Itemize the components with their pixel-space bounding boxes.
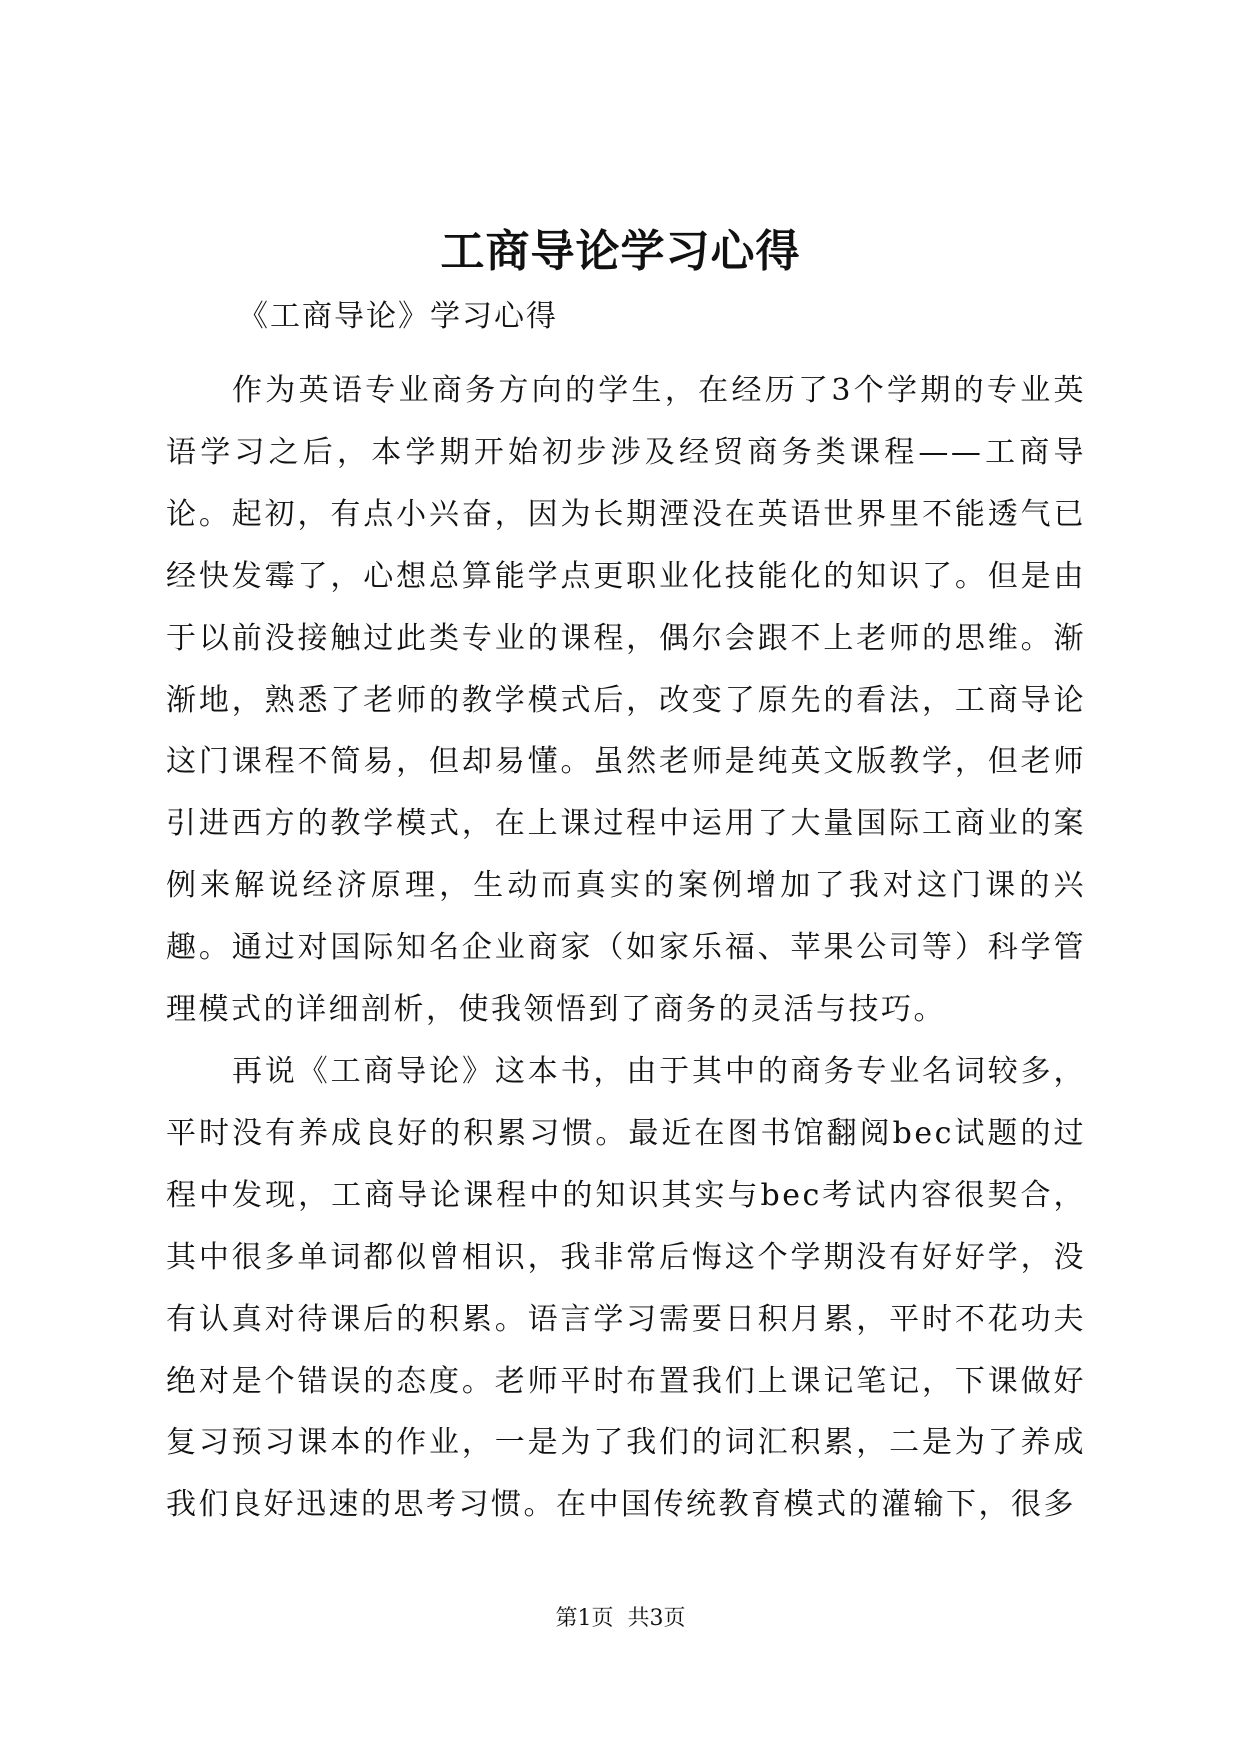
page-footer [0,1603,1241,1635]
paragraph-1: 作为英语专业商务方向的学生，在经历了3个学期的专业英语学习之后，本学期开始初步涉及经贸商务类课程——工商导论。起初，有点小兴奋，因为长期湮没在英语世界里不能透气已经快发霉了，心想总算能学点更职业化技能化的知识了。但是由于以前没接触过此类专业的课程，偶尔会跟不上老师的思维。渐渐地，熟悉了老师的教学模式后，改变了原先的看法，工商导论这门课程不简易，但却易懂。虽然老师是纯英文版教学，但老师引进西方的教学模式，在上课过程中运用了大量国际工商业的案例来解说经济原理，生动而真实的案例增加了我对这门课的兴趣。通过对国际知名企业商家（如家乐福、苹果公司等）科学管理模式的详细剖析，使我领悟到了商务的灵活与技巧。 [166,373,1086,1028]
document-subtitle: 《工商导论》学习心得 [238,299,558,334]
document-body [166,360,1086,1536]
page-number-label: 第1页 共3页 [555,1606,686,1631]
paragraph-2: 再说《工商导论》这本书，由于其中的商务专业名词较多，平时没有养成良好的积累习惯。最近在图书馆翻阅bec试题的过程中发现，工商导论课程中的知识其实与bec考试内容很契合，其中很多单词都似曾相识，我非常后悔这个学期没有好好学，没有认真对待课后的积累。语言学习需要日积月累，平时不花功夫绝对是个错误的态度。老师平时布置我们上课记笔记，下课做好复习预习课本的作业，一是为了我们的词汇积累，二是为了养成我们良好迅速的思考习惯。在中国传统教育模式的灌输下，很多 [166,1053,1086,1523]
document-title: 工商导论学习心得 [440,226,801,277]
